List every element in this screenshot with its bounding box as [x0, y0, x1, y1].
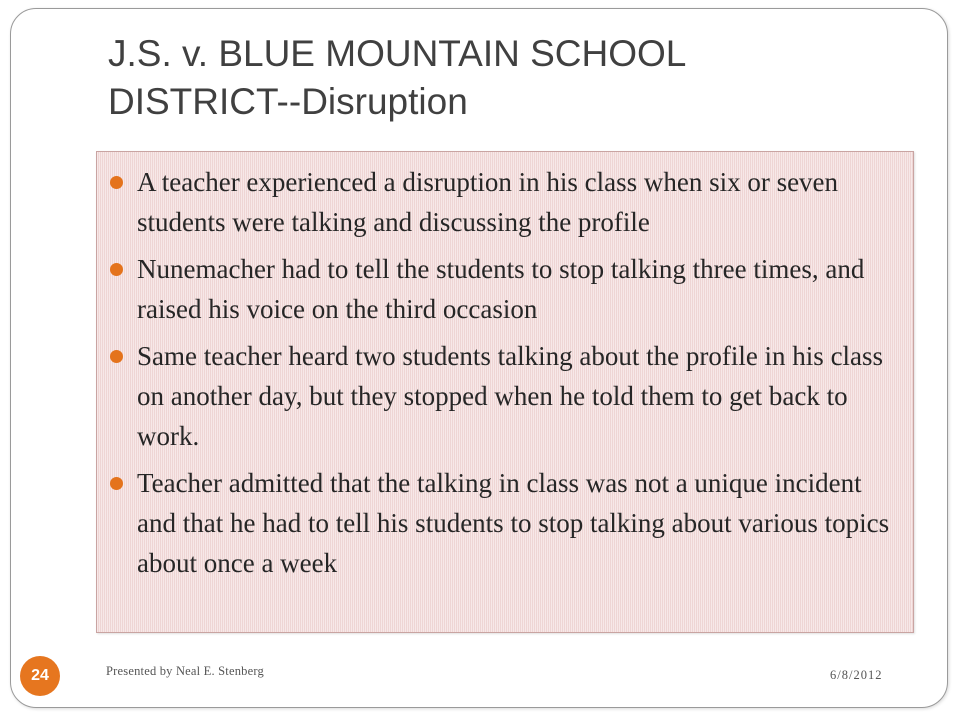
page-number-badge: 24: [20, 656, 60, 696]
bullet-text: Nunemacher had to tell the students to stop talking three times, and raised his voice on the third occasion: [137, 254, 865, 324]
bullet-text: Teacher admitted that the talking in class was not a unique incident and that he had to tell his students to stop talking about various topics about once a week: [137, 468, 890, 578]
footer-presenter: Presented by Neal E. Stenberg: [106, 664, 264, 678]
bullet-item: [107, 336, 897, 456]
bullet-dot-icon: [110, 263, 123, 276]
bullet-dot-icon: [110, 477, 123, 490]
slide-title: [108, 30, 908, 126]
bullet-item: [107, 162, 897, 242]
slide-title-line-1: J.S. v. BLUE MOUNTAIN SCHOOL: [108, 33, 687, 74]
bullet-text: Same teacher heard two students talking about the profile in his class on another day, but they stopped when he told them to get back to work.: [137, 341, 884, 451]
bullet-item: [107, 463, 897, 583]
bullet-dot-icon: [110, 350, 123, 363]
bullet-dot-icon: [110, 176, 123, 189]
bullet-list: [107, 162, 897, 590]
bullet-text: A teacher experienced a disruption in his class when six or seven students were talking and discussing the profile: [137, 167, 839, 237]
bullet-item: [107, 249, 897, 329]
content-box: [96, 151, 914, 633]
footer-date: 6/8/2012: [830, 668, 883, 682]
slide-title-line-2: DISTRICT--Disruption: [108, 81, 468, 122]
